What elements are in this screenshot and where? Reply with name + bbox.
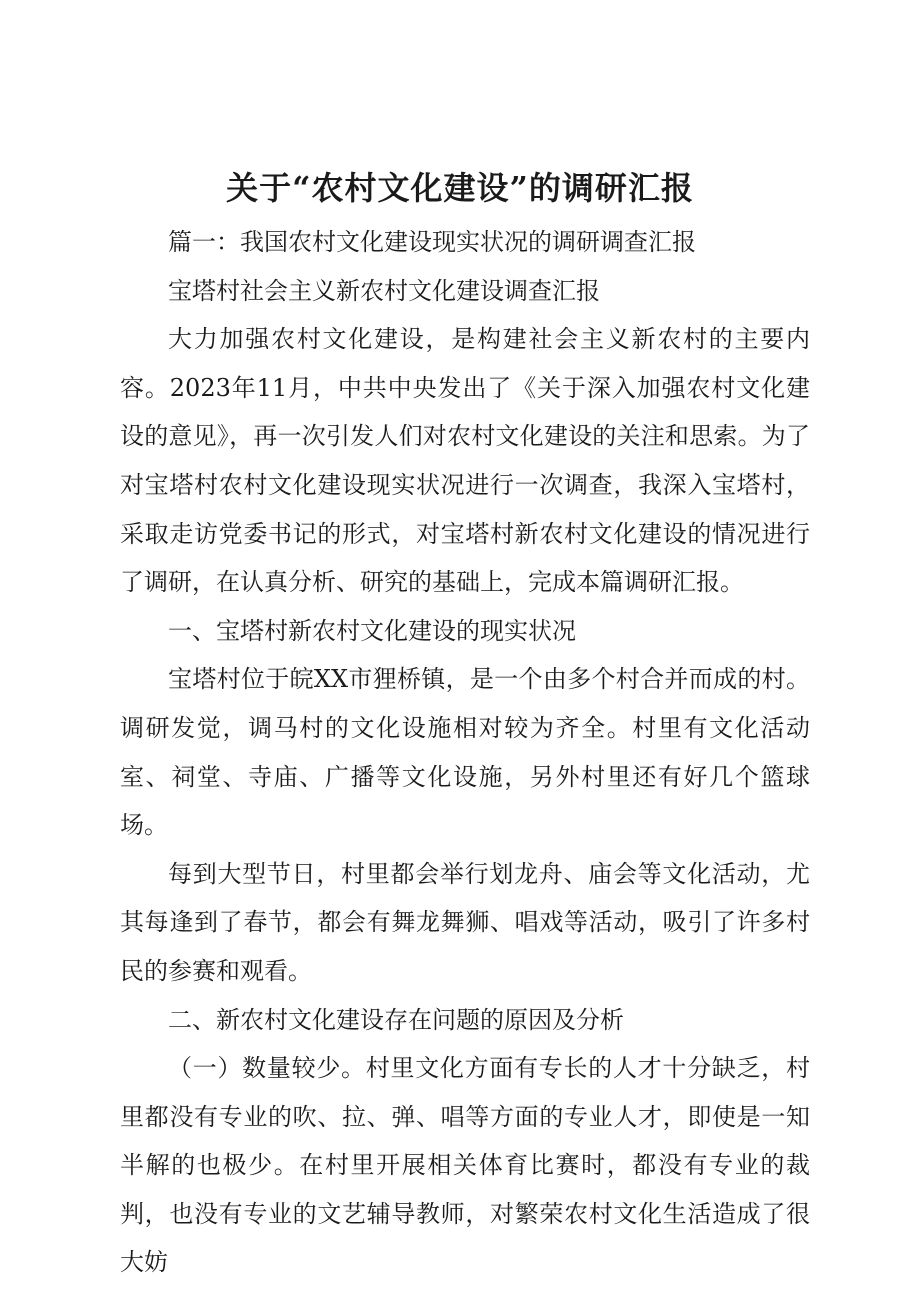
paragraph-village-facilities: 宝塔村位于皖XX市狸桥镇，是一个由多个村合并而成的村。调研发觉，调马村的文化设施相对较为齐全。村里有文化活动室、祠堂、寺庙、广播等文化设施，另外村里还有好几个篮球场。 bbox=[120, 665, 810, 840]
section-heading-problems: 二、新农村文化建设存在问题的原因及分析 bbox=[168, 1005, 624, 1034]
paragraph-talent-shortage: （一）数量较少。村里文化方面有专长的人才十分缺乏，村里都没有专业的吹、拉、弹、唱等方面的专业人才，即使是一知半解的也极少。在村里开展相关体育比赛时，都没有专业的裁判，也没有专业的文艺辅导教师，对繁荣农村文化生活造成了很大妨 bbox=[120, 1054, 810, 1277]
paragraph-report-heading: 宝塔村社会主义新农村文化建设调查汇报 bbox=[168, 276, 600, 305]
paragraph-introduction: 大力加强农村文化建设，是构建社会主义新农村的主要内容。2023年11月，中共中央发出了《关于深入加强农村文化建设的意见》，再一次引发人们对农村文化建设的关注和思索。为了对宝塔村农村文化建设现实状况进行一次调查，我深入宝塔村，采取走访党委书记的形式，对宝塔村新农村文化建设的情况进行了调研，在认真分析、研究的基础上，完成本篇调研汇报。 bbox=[120, 325, 810, 597]
document-title: 关于“农村文化建设”的调研汇报 bbox=[226, 169, 694, 207]
document-body bbox=[120, 218, 810, 1287]
paragraph-festival-activities: 每到大型节日，村里都会举行划龙舟、庙会等文化活动，尤其每逢到了春节，都会有舞龙舞狮、唱戏等活动，吸引了许多村民的参赛和观看。 bbox=[120, 859, 810, 985]
paragraph-subtitle: 篇一：我国农村文化建设现实状况的调研调查汇报 bbox=[168, 228, 696, 256]
section-heading-current-status: 一、宝塔村新农村文化建设的现实状况 bbox=[168, 616, 576, 645]
